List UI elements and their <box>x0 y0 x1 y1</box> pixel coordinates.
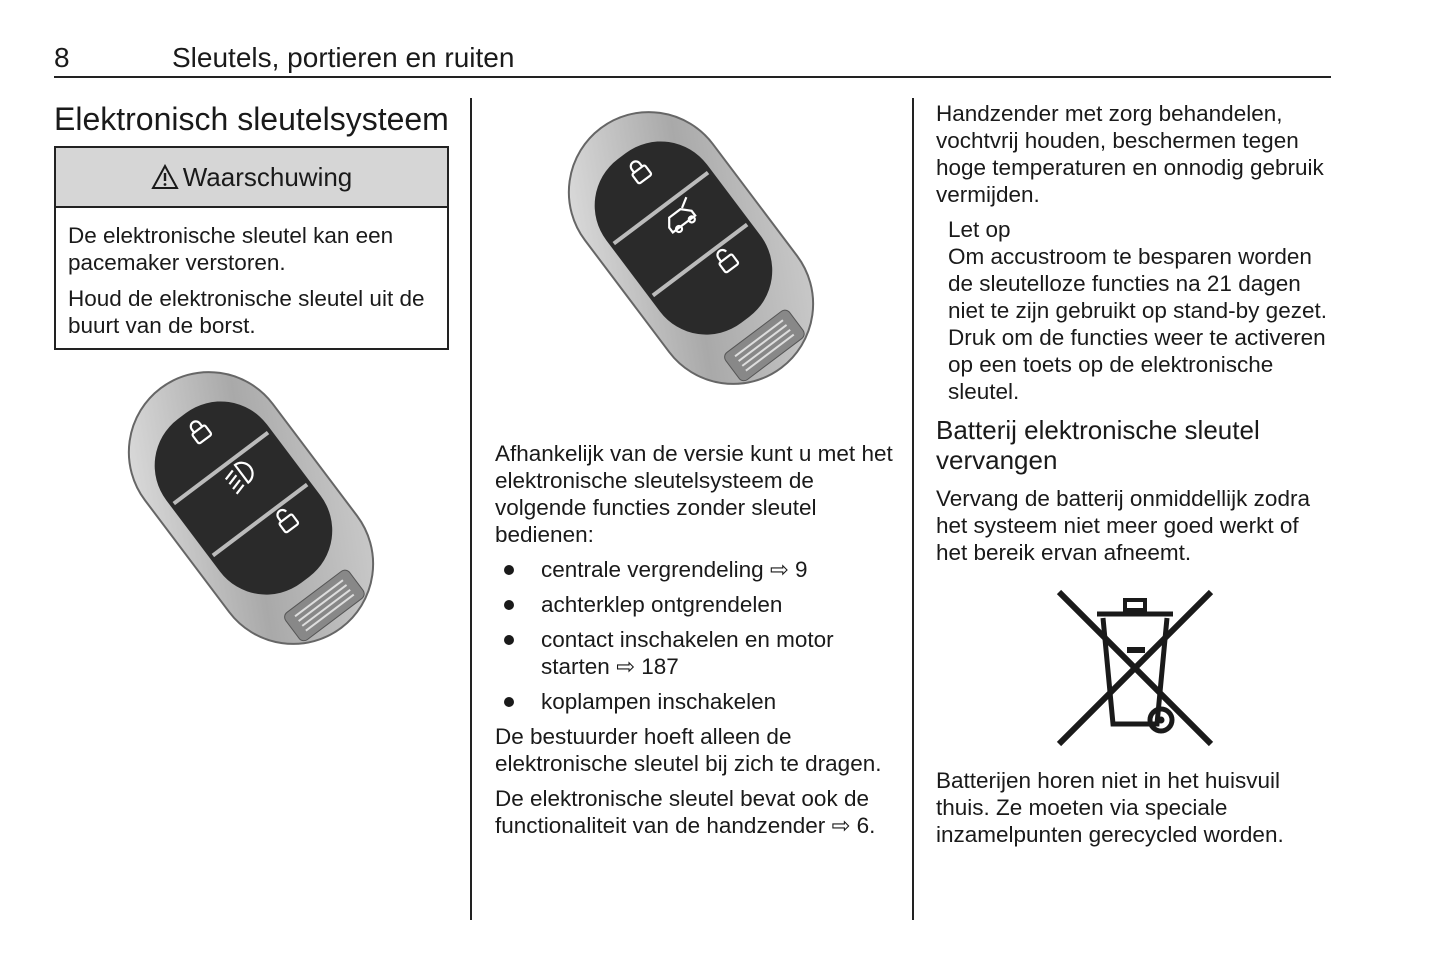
running-header-title: Sleutels, portieren en ruiten <box>172 42 515 73</box>
warning-box <box>54 146 449 350</box>
paragraph: De bestuurder hoeft alleen de elektronische sleutel bij zich te dragen. <box>495 724 882 776</box>
page-ref[interactable]: 9 <box>795 557 808 582</box>
paragraph-text: De elektronische sleutel bevat ook de functionaliteit van de handzender <box>495 786 869 838</box>
page-ref-icon: ⇨ <box>616 654 635 679</box>
care-paragraph: Handzender met zorg behandelen, vochtvrij houden, beschermen tegen hoge temperaturen en onnodig gebruik vermijden. <box>936 101 1324 207</box>
warning-title: Waarschuwing <box>182 161 353 192</box>
list-item-text: koplampen inschakelen <box>541 689 777 714</box>
page-ref[interactable]: 6. <box>856 813 876 838</box>
key-fob-trunk-illustration <box>540 105 850 410</box>
intro-paragraph: Afhankelijk van de versie kunt u met het elektronische sleutelsysteem de volgende functies zonder sleutel bedienen: <box>495 441 893 547</box>
list-item <box>495 556 895 583</box>
recycling-paragraph: Batterijen horen niet in het huisvuil thuis. Ze moeten via speciale inzamelpunten gerecycled worden. <box>936 768 1284 847</box>
warning-triangle-icon <box>151 164 179 190</box>
note-text: Om accustroom te besparen worden de sleutelloze functies na 21 dagen niet te zijn gebruikt op stand-by gezet. Druk om de functies weer te activeren op een toets op de elektronische sleutel. <box>948 244 1327 404</box>
list-item <box>495 626 895 680</box>
warning-paragraph: De elektronische sleutel kan een pacemaker verstoren. <box>68 223 394 275</box>
header-rule <box>54 76 1331 78</box>
functions-list <box>495 556 895 715</box>
column-rule-2 <box>912 98 914 920</box>
warning-paragraph: Houd de elektronische sleutel uit de buurt van de borst. <box>68 286 425 338</box>
list-item-text: achterklep ontgrendelen <box>541 592 783 617</box>
page-ref-icon: ⇨ <box>831 813 851 838</box>
column-rule-1 <box>470 98 472 920</box>
section-heading: Elektronisch sleutelsysteem <box>54 101 449 137</box>
list-item <box>495 688 895 715</box>
list-item-text: centrale vergrendeling <box>541 557 764 582</box>
warning-header <box>56 148 447 208</box>
page-ref-icon: ⇨ <box>769 557 789 582</box>
key-fob-light-illustration <box>100 365 410 670</box>
battery-heading: Batterij elektronische sleutel vervangen <box>936 415 1260 475</box>
crossed-out-bin-icon <box>1055 588 1215 748</box>
note-title: Let op <box>948 217 1011 242</box>
list-item-text: contact inschakelen en motor starten <box>541 627 834 679</box>
battery-paragraph: Vervang de batterij onmiddellijk zodra het systeem niet meer goed werkt of het bereik ervan afneemt. <box>936 486 1310 565</box>
paragraph <box>495 785 895 839</box>
list-item <box>495 591 895 618</box>
page-ref[interactable]: 187 <box>641 654 679 679</box>
note-block <box>936 216 1336 405</box>
page-number: 8 <box>54 42 70 73</box>
